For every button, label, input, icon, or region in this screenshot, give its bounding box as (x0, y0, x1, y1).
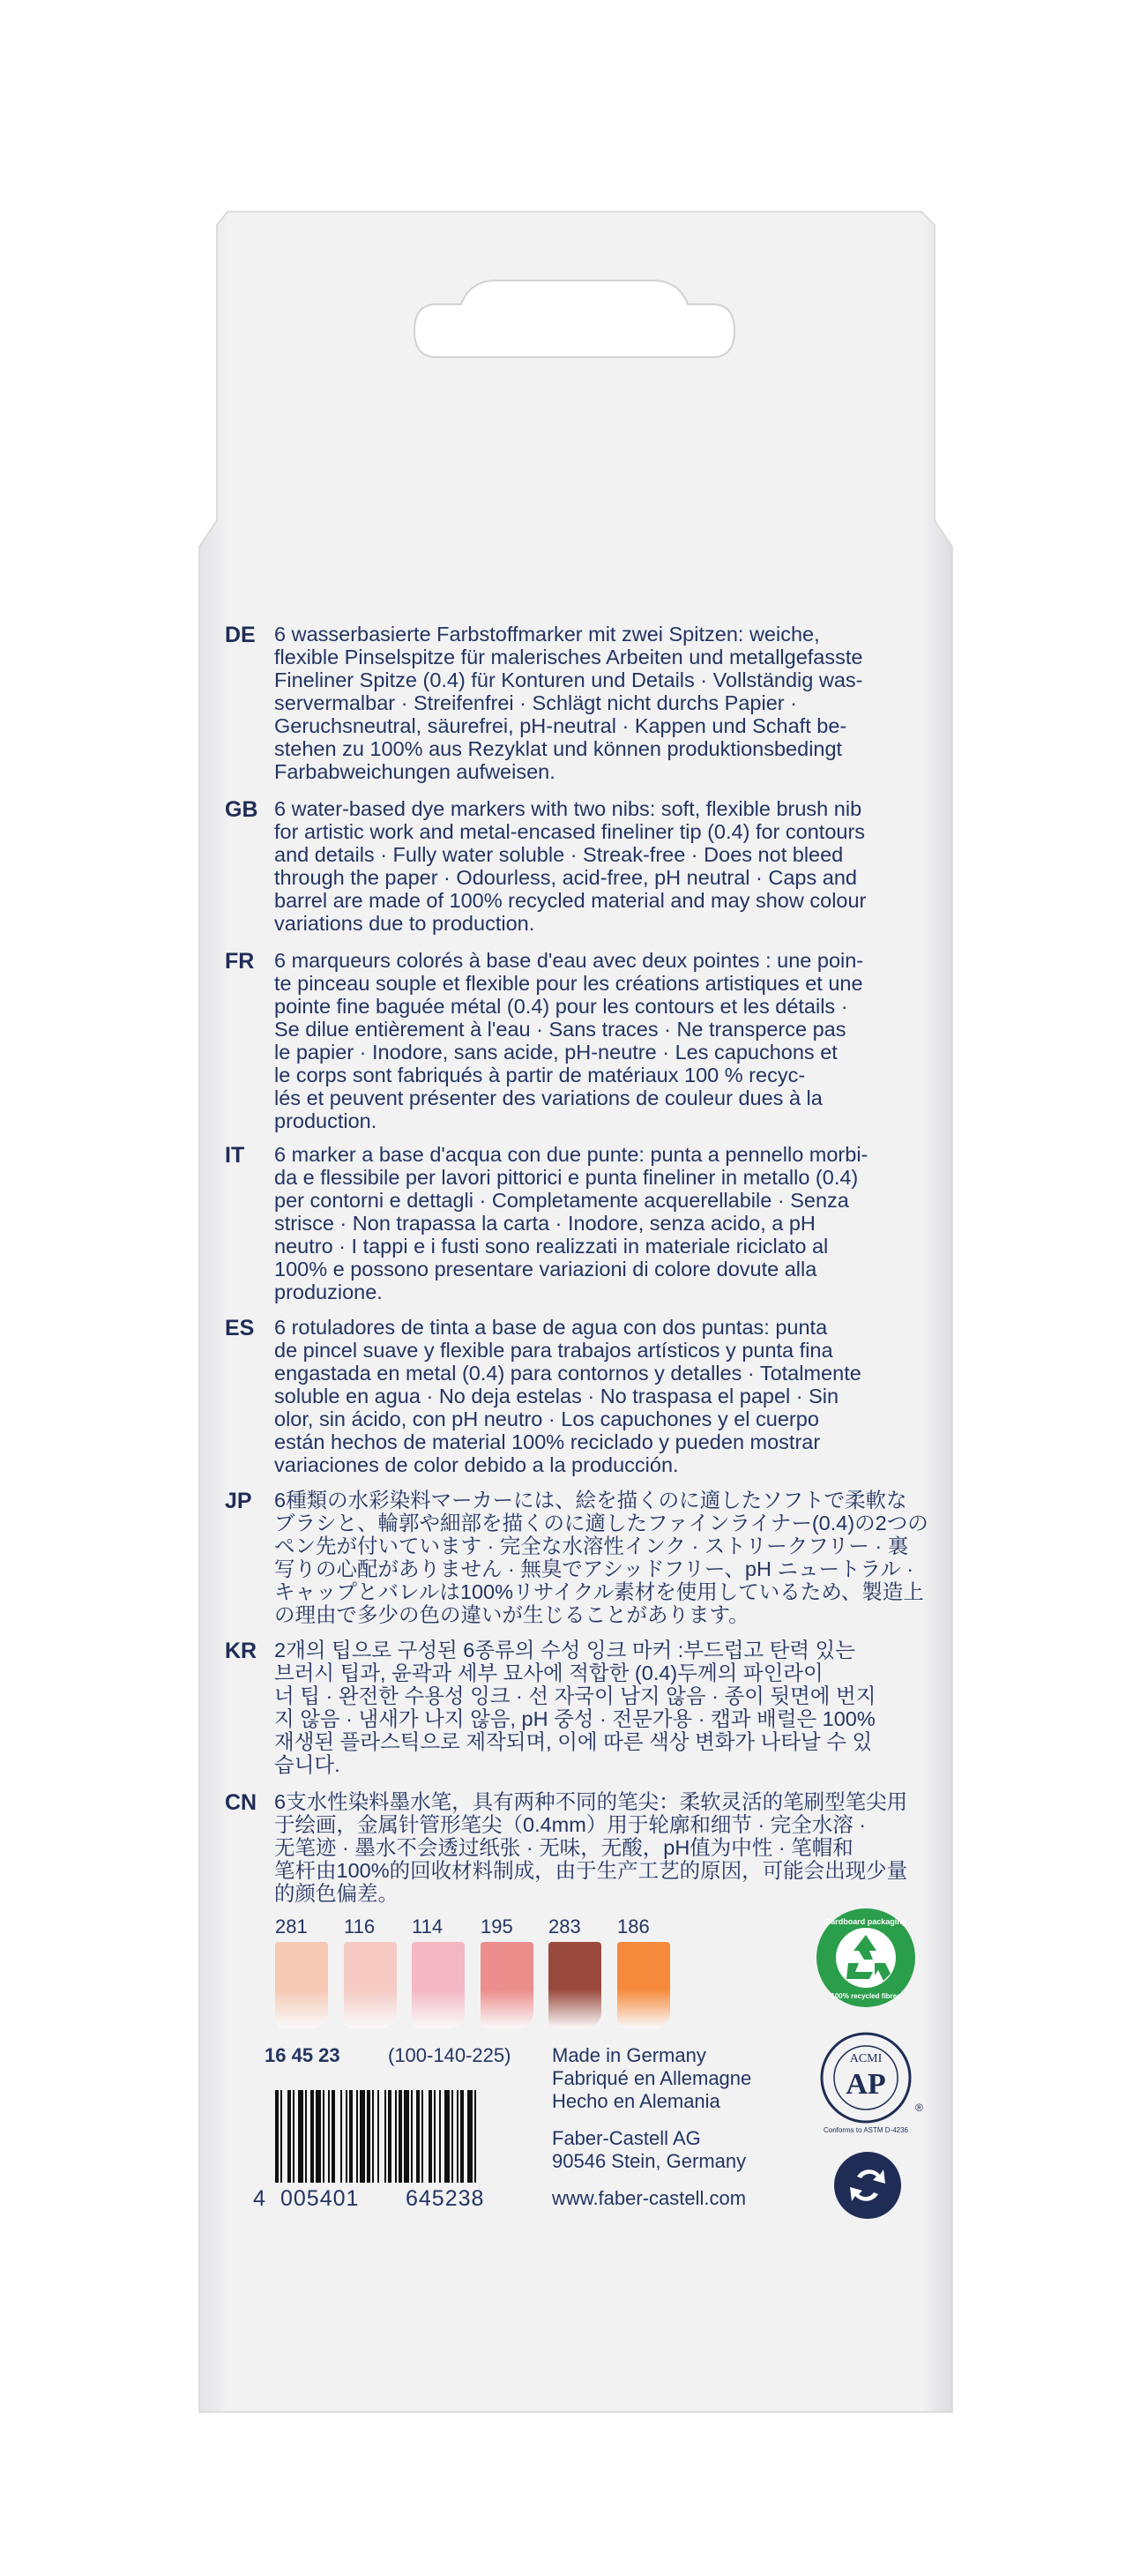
barcode-bar (346, 2090, 347, 2183)
description-line: da e flessibile per lavori pittorici e punta fineliner in metallo (0.4) (274, 1166, 859, 1189)
description-kr (274, 1639, 927, 1776)
barcode-bar (316, 2090, 321, 2183)
barcode-bar (332, 2090, 335, 2183)
description-line: servermalbar · Streifenfrei · Schlägt nicht durchs Papier · (274, 691, 797, 714)
barcode-bar (360, 2090, 365, 2183)
color-swatch (344, 1942, 397, 2028)
description-line: Se dilue entièrement à l'eau · Sans traces · Ne transperce pas (274, 1018, 846, 1041)
description-line: 100% e possono presentare variazioni di colore dovute alla (274, 1258, 817, 1281)
barcode-bar (340, 2090, 342, 2183)
barcode-bar (293, 2090, 294, 2183)
lang-code-gb: GB (225, 797, 258, 822)
description-line: 写りの心配がありません · 無臭でアシッドフリー、pH ニュートラル · (274, 1557, 914, 1580)
color-swatch (275, 1942, 328, 2028)
barcode-bar (474, 2090, 476, 2183)
description-line: engastada en metal (0.4) para contornos y detalles · Totalmente (274, 1362, 861, 1385)
description-line: flexible Pinselspitze für malerisches Arbeiten und metallgefasste (274, 646, 863, 668)
made-in-es: Hecho en Alemania (552, 2090, 720, 2112)
description-line: through the paper · Odourless, acid-free, pH neutral · Caps and (274, 866, 857, 889)
barcode-bar (310, 2090, 314, 2183)
barcode-bar (395, 2090, 397, 2183)
barcode-bar (280, 2090, 282, 2183)
swatch-number: 281 (275, 1915, 308, 1938)
acmi-ap-seal (813, 2030, 926, 2136)
description-es (274, 1316, 927, 1476)
astm-note: Conforms to ASTM D-4236 (823, 2126, 909, 2134)
barcode-bar (323, 2090, 324, 2183)
description-line: production. (274, 1109, 377, 1132)
description-line: and details · Fully water soluble · Streak-free · Does not bleed (274, 843, 844, 866)
barcode-bar (328, 2090, 330, 2183)
barcode-bar (451, 2090, 453, 2183)
color-swatch (481, 1942, 533, 2028)
barcode-bar (305, 2090, 307, 2183)
description-line: ブラシと、輪郭や細部を描くのに適したファインライナー(0.4)の2つの (274, 1512, 928, 1534)
lang-code-es: ES (225, 1316, 255, 1340)
description-line: te pinceau souple et flexible pour les créations artistiques et une (274, 972, 863, 995)
swatch-number: 116 (344, 1915, 376, 1938)
barcode-bar (467, 2090, 473, 2183)
barcode-bar (367, 2090, 370, 2183)
package-dimensions: (100-140-225) (388, 2044, 511, 2066)
description-line: le corps sont fabriqués à partir de matériaux 100 % recyc- (274, 1064, 806, 1086)
lang-code-kr: KR (225, 1639, 257, 1663)
barcode-bar (444, 2090, 450, 2183)
description-line: 的颜色偏差。 (274, 1882, 399, 1905)
description-line: le papier · Inodore, sans acide, pH-neutre · Les capuchons et (274, 1041, 838, 1064)
barcode-bar (372, 2090, 374, 2183)
description-line: 无笔迹 · 墨水不会透过纸张 · 无味，无酸，pH值为中性 · 笔帽和 (274, 1836, 854, 1859)
description-line: produzione. (274, 1281, 383, 1303)
description-it (274, 1143, 927, 1303)
barcode-bar (404, 2090, 409, 2183)
barcode (275, 2090, 526, 2196)
color-swatch (617, 1942, 670, 2028)
swatch-number: 283 (548, 1915, 581, 1938)
barcode-bar (429, 2090, 432, 2183)
cardboard-recycling-logo (813, 1905, 919, 2011)
description-line: Fineliner Spitze (0.4) für Konturen und Details · Vollständig was- (274, 668, 863, 691)
barcode-bar (421, 2090, 423, 2183)
barcode-bar (384, 2090, 386, 2183)
company-name: Faber-Castell AG (552, 2127, 701, 2149)
barcode-bar (399, 2090, 402, 2183)
description-line: soluble en agua · No deja estelas · No traspasa el papel · Sin (274, 1385, 839, 1407)
company-address: 90546 Stein, Germany (552, 2150, 747, 2172)
description-line: 6支水性染料墨水笔，具有两种不同的笔尖：柔软灵活的笔刷型笔尖用 (274, 1790, 908, 1813)
description-line: 너 팁 · 완전한 수용성 잉크 · 선 자국이 남지 않음 · 종이 뒷면에 번지 (274, 1684, 876, 1707)
description-line: barrel are made of 100% recycled material and may show colour (274, 889, 867, 912)
cardboard-bottom-text: 100% recycled fibres (831, 1992, 901, 2000)
color-swatch (548, 1942, 601, 2028)
description-line: 습니다. (274, 1753, 340, 1776)
description-line: 6 rotuladores de tinta a base de agua con dos puntas: punta (274, 1316, 828, 1339)
barcode-bar (439, 2090, 441, 2183)
article-number: 16 45 23 (265, 2044, 340, 2066)
description-cn (274, 1790, 927, 1905)
lang-code-de: DE (225, 623, 256, 647)
description-line: Geruchsneutral, säurefrei, pH-neutral · Kappen und Schaft be- (274, 714, 847, 737)
lang-code-jp: JP (225, 1489, 252, 1513)
description-line: 6種類の水彩染料マーカーには、絵を描くのに適したソフトで柔軟な (274, 1489, 907, 1512)
description-line: 브러시 팁과, 윤곽과 세부 묘사에 적합한 (0.4)두께의 파인라이 (274, 1661, 824, 1684)
description-line: strisce · Non trapassa la carta · Inodore, senza acido, a pH (274, 1212, 816, 1235)
barcode-bar (457, 2090, 458, 2183)
barcode-bar (460, 2090, 464, 2183)
color-swatch (412, 1942, 465, 2028)
description-line: 6 water-based dye markers with two nibs: soft, flexible brush nib (274, 797, 862, 820)
barcode-bar (416, 2090, 420, 2183)
description-line: variations due to production. (274, 912, 535, 935)
barcode-bar (298, 2090, 303, 2183)
lang-code-fr: FR (225, 949, 255, 974)
description-line: stehen zu 100% aus Rezyklat und können produktionsbedingt (274, 737, 843, 760)
swatch-number: 186 (617, 1915, 650, 1938)
reg-mark: ® (915, 2102, 923, 2114)
swatch-number: 114 (412, 1915, 444, 1938)
recycling-symbol-icon (832, 2150, 903, 2221)
made-in-de: Made in Germany (552, 2044, 706, 2066)
description-jp (274, 1489, 927, 1626)
barcode-bar (349, 2090, 353, 2183)
description-line: 6 marker a base d'acqua con due punte: punta a pennello morbi- (274, 1143, 868, 1166)
description-line: for artistic work and metal-encased fineliner tip (0.4) for contours (274, 820, 866, 843)
barcode-bar (411, 2090, 413, 2183)
barcode-right-digits: 645238 (406, 2186, 485, 2211)
description-line: pointe fine baguée métal (0.4) pour les contours et les détails · (274, 995, 848, 1018)
barcode-bar (377, 2090, 379, 2183)
description-line: の理由で多少の色の違いが生じることがあります。 (274, 1603, 749, 1626)
description-line: ペン先が付いています · 完全な水溶性インク · ストリークフリー · 裏 (274, 1534, 909, 1557)
description-de (274, 623, 927, 783)
description-line: lés et peuvent présenter des variations de couleur dues à la (274, 1086, 823, 1109)
swatch-number: 195 (481, 1915, 513, 1938)
description-line: están hechos de material 100% reciclado y pueden mostrar (274, 1430, 821, 1453)
description-line: 笔杆由100%的回收材料制成，由于生产工艺的原因，可能会出现少量 (274, 1859, 908, 1882)
barcode-bar (356, 2090, 358, 2183)
cardboard-top-text: Cardboard packaging (824, 1917, 907, 1926)
description-line: Farbabweichungen aufweisen. (274, 760, 555, 783)
description-gb (274, 797, 927, 935)
description-line: variaciones de color debido a la producción. (274, 1453, 679, 1476)
barcode-bar (388, 2090, 391, 2183)
made-in-fr: Fabriqué en Allemagne (552, 2067, 752, 2089)
description-line: per contorni e dettagli · Completamente acquerellabile · Senza (274, 1189, 849, 1212)
description-line: 6 marqueurs colorés à base d'eau avec deux pointes : une poin- (274, 949, 864, 972)
ap-label: AP (846, 2068, 886, 2101)
barcode-bar (434, 2090, 436, 2183)
barcode-bar (275, 2090, 279, 2183)
description-line: 지 않음 · 냄새가 나지 않음, pH 중성 · 전문가용 · 캡과 배럴은 100% (274, 1707, 876, 1730)
description-line: キャップとバレルは100%リサイクル素材を使用しているため、製造上 (274, 1580, 924, 1603)
description-fr (274, 949, 927, 1132)
lang-code-cn: CN (225, 1790, 257, 1815)
description-line: 재생된 플라스틱으로 제작되며, 이에 따른 색상 변화가 나타날 수 있 (274, 1730, 873, 1753)
description-line: 于绘画，金属针管形笔尖（0.4mm）用于轮廓和细节 · 完全水溶 · (274, 1813, 867, 1836)
lang-code-it: IT (225, 1143, 245, 1168)
barcode-first-digit: 4 (253, 2186, 265, 2211)
description-line: 2개의 팁으로 구성된 6종류의 수성 잉크 마커 :부드럽고 탄력 있는 (274, 1639, 855, 1661)
description-line: de pincel suave y flexible para trabajos artísticos y punta fina (274, 1339, 833, 1362)
acmi-label: ACMI (849, 2052, 883, 2065)
description-line: neutro · I tappi e i fusti sono realizzati in materiale riciclato al (274, 1235, 829, 1258)
barcode-left-digits: 005401 (280, 2186, 360, 2211)
description-line: olor, sin ácido, con pH neutro · Los capuchones y el cuerpo (274, 1407, 819, 1430)
website-link[interactable]: www.faber-castell.com (552, 2187, 747, 2209)
barcode-bar (287, 2090, 291, 2183)
description-line: 6 wasserbasierte Farbstoffmarker mit zwei Spitzen: weiche, (274, 623, 820, 646)
